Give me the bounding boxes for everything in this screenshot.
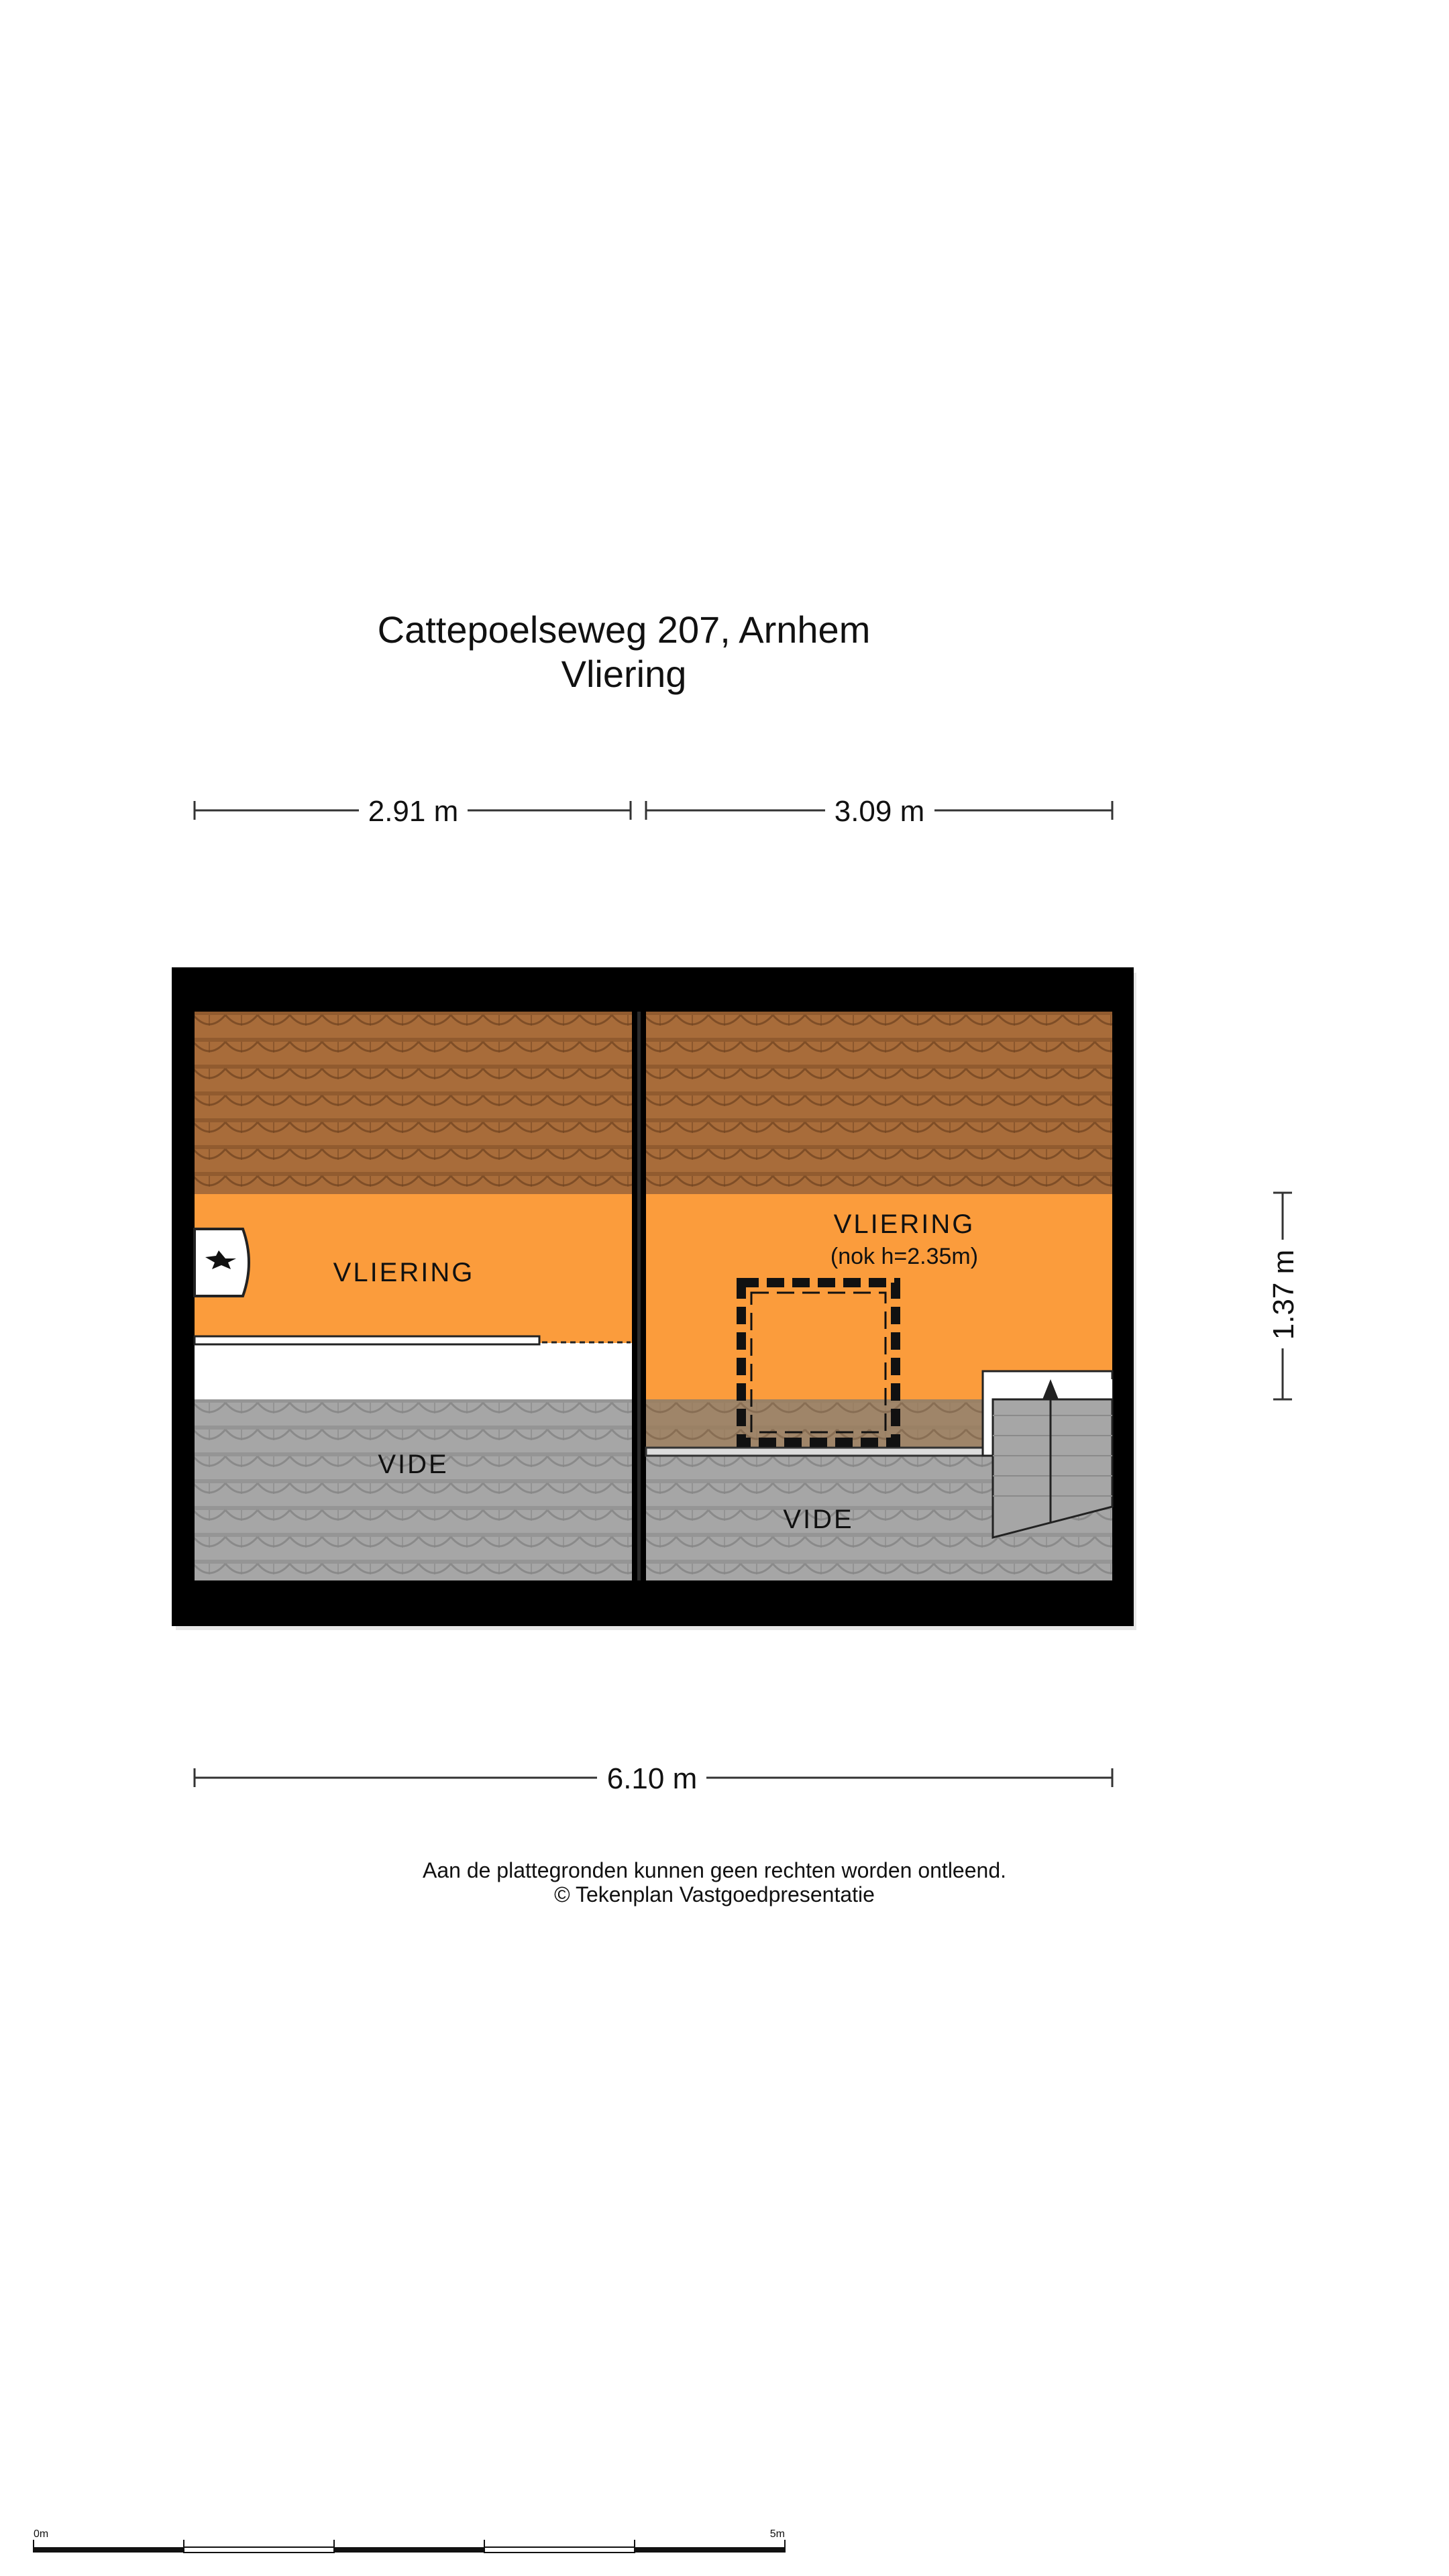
dimension-left-width — [195, 795, 631, 828]
right-attic-note: (nok h=2.35m) — [830, 1244, 979, 1269]
address-title: Cattepoelseweg 207, Arnhem — [377, 608, 871, 651]
left-room — [195, 1012, 632, 1580]
dimension-right-width — [646, 795, 1112, 828]
left-void-tiles — [195, 1399, 632, 1580]
left-ledge — [195, 1336, 539, 1344]
scale-bar — [34, 2528, 785, 2553]
disclaimer-text: Aan de plattegronden kunnen geen rechten worden ontleend. — [422, 1858, 1006, 1882]
floor-title: Vliering — [561, 653, 687, 695]
staircase — [983, 1371, 1112, 1538]
dimension-right-width-label: 3.09 m — [834, 795, 925, 828]
dimension-height — [1267, 1193, 1300, 1399]
right-roof-tiles — [646, 1012, 1112, 1194]
right-room — [646, 1012, 1112, 1580]
dimension-height-label: 1.37 m — [1267, 1249, 1300, 1340]
left-void-label: VIDE — [378, 1450, 449, 1479]
right-attic-label: VLIERING — [833, 1210, 975, 1239]
copyright-text: © Tekenplan Vastgoedpresentatie — [554, 1882, 875, 1907]
scale-bar-start-label: 0m — [34, 2528, 49, 2540]
scale-bar-end-label: 5m — [769, 2528, 785, 2540]
dimension-left-width-label: 2.91 m — [368, 795, 459, 828]
dimension-total-width-label: 6.10 m — [606, 1762, 698, 1795]
left-roof-tiles — [195, 1012, 632, 1194]
left-open-strip — [195, 1343, 632, 1399]
left-attic-label: VLIERING — [333, 1258, 475, 1287]
right-ledge — [646, 1448, 991, 1456]
dimension-total-width — [195, 1762, 1112, 1795]
right-void-label: VIDE — [783, 1505, 854, 1534]
